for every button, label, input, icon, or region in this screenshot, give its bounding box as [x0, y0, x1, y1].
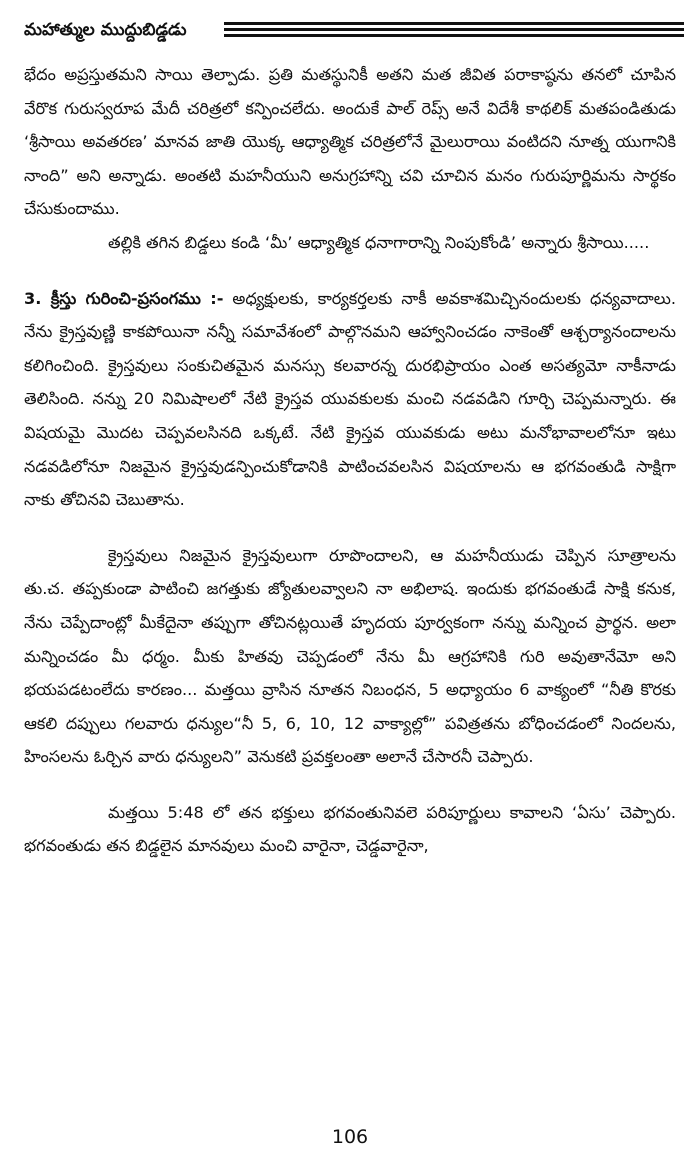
paragraph-5: మత్తయి 5:48 లో తన భక్తులు భగవంతునివలె పరిపూర్ణులు కావాలని ‘ఏసు’ చెప్పారు. భగవంతుడు తన బిడ్డలైన మానవులు మంచి వారైనా, చెడ్డవారైనా, — [24, 802, 676, 856]
header-rule — [224, 28, 684, 31]
paragraph-3 — [24, 282, 676, 517]
paragraph-3-text: అధ్యక్షులకు, కార్యకర్తలకు నాకీ అవకాశమిచ్చినందులకు ధన్యవాదాలు. నేను క్రైస్తవుణ్ణి కాకపోయినా నన్నీ సమావేశంలో పాల్గొనమని ఆహ్వానించడం నాకెంతో ఆశ్చర్యానందాలను కలిగించింది. క్రైస్తవులు సంకుచితమైన మనస్సు కలవారన్న దురభిప్రాయం ఎంత అసత్యమో నాకీనాడు తెలిసింది. నన్ను 20 నిమిషాలలో నేటి క్రైస్తవ యువకులకు మంచి నడవడిని గూర్చి చెప్పమన్నారు. ఈ విషయమై మొదట చెప్పవలసినది ఒక్కటే. నేటి క్రైస్తవ యువకుడు అటు మనోభావాలలోనూ ఇటు నడవడిలోనూ నిజమైన క్రైస్తవుడన్పించుకోడానికి పాటించవలసిన విషయాలను ఆ భగవంతుడి సాక్షిగా నాకు తోచినవి చెబుతాను. — [24, 288, 676, 510]
section-heading: 3. క్రీస్తు గురించి-ప్రసంగము :- — [24, 288, 224, 308]
header-rule — [224, 22, 684, 25]
running-title: మహాత్ముల ముద్దుబిడ్డడు — [24, 20, 187, 40]
header-rule — [224, 34, 684, 37]
body-text — [24, 58, 676, 863]
paragraph-4: క్రైస్తవులు నిజమైన క్రైస్తవులుగా రూపొందాలని, ఆ మహనీయుడు చెప్పిన సూత్రాలను తు.చ. తప్పకుండా పాటించి జగత్తుకు జ్యోతులవ్వాలని నా అభిలాష. ఇందుకు భగవంతుడే సాక్షి కనుక, నేను చెప్పేదాంట్లో మీకేదైనా తప్పుగా తోచినట్లయితే హృదయ పూర్వకంగా నన్ను మన్నించ ప్రార్థన. అలా మన్నించడం మీ ధర్మం. మీకు హితవు చెప్పడంలో నేను మీ ఆగ్రహానికి గురి అవుతానేమో అని భయపడటంలేదు కారణం... మత్తయి వ్రాసిన నూతన నిబంధన, 5 అధ్యాయం 6 వాక్యంలో “నీతి కొరకు ఆకలి దప్పులు గలవారు ధన్యుల“నీ 5, 6, 10, 12 వాక్యాల్లో” పవిత్రతను బోధించడంలో నిందలను, హింసలను ఓర్చిన వారు ధన్యులని” వెనుకటి ప్రవక్తలంతా అలానే చేసారనీ చెప్పారు. — [24, 545, 676, 767]
header-rule-lines — [224, 22, 684, 44]
page-number: 106 — [331, 1126, 369, 1148]
paragraph-1: భేదం అప్రస్తుతమని సాయి తెల్పాడు. ప్రతి మతస్థునికీ అతని మత జీవిత పరాకాష్ఠను తనలో చూపిన వేరొక గురుస్వరూప మేదీ చరిత్రలో కన్పించలేదు. అందుకే పాల్ రెప్స్ అనే విదేశీ కాథలిక్ మతపండితుడు ‘శ్రీసాయి అవతరణ’ మానవ జాతి యొక్క ఆధ్యాత్మిక చరిత్రలోనే మైలురాయి వంటిదని నూత్న యుగానికి నాంది” అని అన్నాడు. అంతటి మహనీయుని అనుగ్రహాన్ని చవి చూచిన మనం గురుపూర్ణిమను సార్థకం చేసుకుందాము. — [24, 65, 676, 219]
paragraph-2: తల్లికి తగిన బిడ్డలు కండి ‘మీ’ ఆధ్యాత్మిక ధనాగారాన్ని నింపుకోండి’ అన్నారు శ్రీసాయి..... — [108, 232, 650, 252]
page-header — [24, 14, 684, 48]
